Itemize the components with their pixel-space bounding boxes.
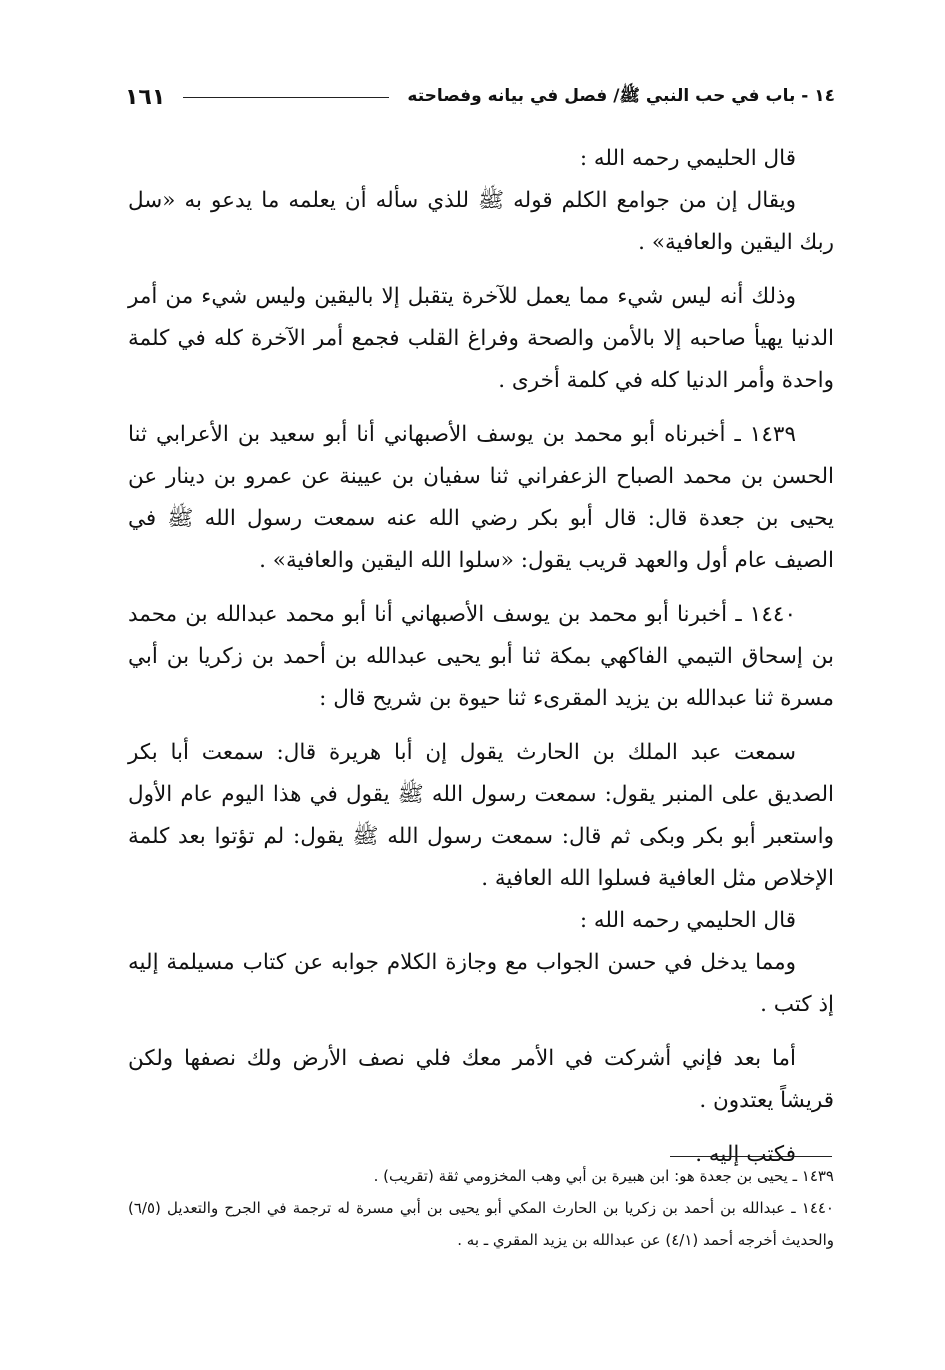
page-number: ١٦١	[125, 84, 166, 110]
main-text	[128, 138, 834, 1176]
paragraph-8: ومما يدخل في حسن الجواب مع وجازة الكلام جوابه عن كتاب مسيلمة إليه إذ كتب .	[128, 950, 834, 1017]
paragraph-3: وذلك أنه ليس شيء مما يعمل للآخرة يتقبل إلا باليقين وليس شيء من أمر الدنيا يهيأ صاحبه إلا بالأمن والصحة وفراغ القلب فجمع أمر الآخرة كله في كلمة واحدة وأمر الدنيا كله في كلمة أخرى .	[128, 284, 834, 393]
footnote-1440: ١٤٤٠ ـ عبدالله بن أحمد بن زكريا بن الحارث المكي أبو يحيى بن أبي مسرة له ترجمة في الجرح والتعديل (٦/٥) والحديث أخرجه أحمد (٤/١) عن عبدالله بن يزيد المقري ـ به .	[128, 1199, 834, 1249]
hadith-1440: ١٤٤٠ ـ أخبرنا أبو محمد بن يوسف الأصبهاني أنا أبو محمد عبدالله بن محمد بن إسحاق التيمي الفاكهي بمكة ثنا أبو يحيى عبدالله بن أحمد بن زكريا بن أبي مسرة ثنا عبدالله بن يزيد المقرىء ثنا حيوة بن شريح قال :	[128, 602, 834, 711]
chapter-title: ١٤ - باب في حب النبي ﷺ/ فصل في بيانه وفصاحته	[407, 85, 835, 106]
footnotes	[128, 1160, 834, 1256]
paragraph-7: قال الحليمي رحمه الله :	[579, 908, 796, 933]
paragraph-1: قال الحليمي رحمه الله :	[579, 146, 796, 171]
hadith-1439: ١٤٣٩ ـ أخبرناه أبو محمد بن يوسف الأصبهاني أنا أبو سعيد بن الأعرابي ثنا الحسن بن محمد الصباح الزعفراني ثنا سفيان بن عيينة عن عمرو بن دينار عن يحيى بن جعدة قال: قال أبو بكر رضي الله عنه سمعت رسول الله ﷺ في الصيف عام أول والعهد قريب يقول: «سلوا الله اليقين والعافية» .	[128, 422, 834, 573]
paragraph-6: سمعت عبد الملك بن الحارث يقول إن أبا هريرة قال: سمعت أبا بكر الصديق على المنبر يقول: سمعت رسول الله ﷺ يقول في هذا اليوم عام الأول واستعبر أبو بكر وبكى ثم قال: سمعت رسول الله ﷺ يقول: لم تؤتوا بعد كلمة الإخلاص مثل العافية فسلوا الله العافية .	[128, 740, 834, 891]
paragraph-2: ويقال إن من جوامع الكلم قوله ﷺ للذي سأله أن يعلمه ما يدعو به «سل ربك اليقين والعافية» .	[128, 188, 834, 255]
paragraph-10: فكتب إليه .	[695, 1142, 796, 1167]
footnote-1439: ١٤٣٩ ـ يحيى بن جعدة هو: ابن هبيرة بن أبي وهب المخزومي ثقة (تقريب) .	[373, 1167, 834, 1185]
header-rule	[183, 97, 389, 98]
paragraph-9: أما بعد فإني أشركت في الأمر معك فلي نصف الأرض ولك نصفها ولكن قريشاً يعتدون .	[128, 1046, 834, 1113]
running-header	[125, 80, 835, 114]
footnote-rule	[670, 1156, 832, 1157]
